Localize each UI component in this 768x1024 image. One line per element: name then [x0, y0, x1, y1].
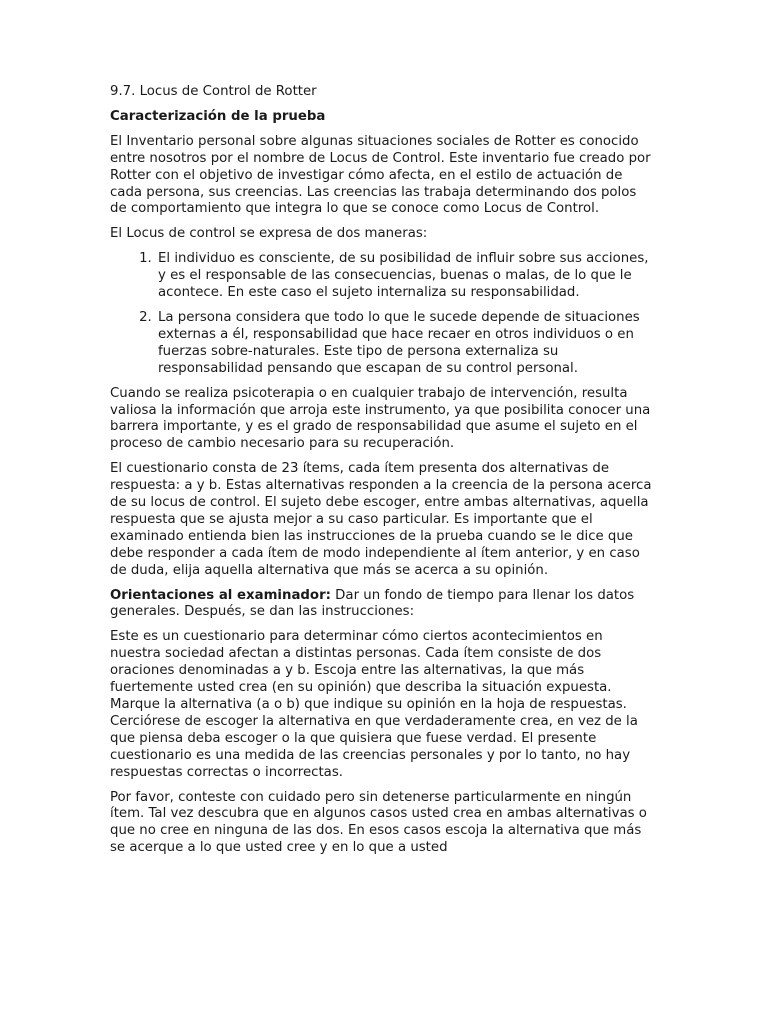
section-heading: Caracterización de la prueba	[110, 108, 326, 124]
list-item: 2. La persona considera que todo lo que le sucede depende de situaciones externas a él, responsabilidad que hace recaer en otros individuos o en fuerzas sobre-naturales. Este tipo de persona externaliza su responsabilidad pensando que escapan de su control personal.	[156, 310, 655, 378]
paragraph-2: El Locus de control se expresa de dos maneras:	[110, 226, 428, 242]
examiner-guidelines-label: Orientaciones al examinador:	[110, 587, 331, 603]
paragraph-3: Cuando se realiza psicoterapia o en cualquier trabajo de intervención, resulta valiosa la información que arroja este instrumento, ya que posibilita conocer una barrera importante, y es el grado de responsabilidad que asume el sujeto en el proceso de cambio necesario para su recuperación.	[110, 385, 651, 452]
list-item: 1. El individuo es consciente, de su posibilidad de influir sobre sus acciones, y es el responsable de las consecuencias, buenas o malas, de lo que le acontece. En este caso el sujeto internaliza su responsabilidad.	[156, 251, 655, 302]
section-number-title: 9.7. Locus de Control de Rotter	[110, 84, 317, 99]
numbered-list	[110, 251, 655, 377]
document-page	[110, 84, 655, 865]
paragraph-6: Este es un cuestionario para determinar cómo ciertos acontecimientos en nuestra sociedad afectan a distintas personas. Cada ítem consiste de dos oraciones denominadas a y b. Escoja entre las alternativas, la que más fuertemente usted crea (en su opinión) que describa la situación expuesta. Marque la alternativa (a o b) que indique su opinión en la hoja de respuestas. Cerciórese de escoger la alternativa en que verdaderamente crea, en vez de la que piensa deba escoger o la que quisiera que fuese verdad. El presente cuestionario es una medida de las creencias personales y por lo tanto, no hay respuestas correctas o incorrectas.	[110, 629, 638, 780]
paragraph-1: El Inventario personal sobre algunas situaciones sociales de Rotter es conocido entre nosotros por el nombre de Locus de Control. Este inventario fue creado por Rotter con el objetivo de investigar cómo afecta, en el estilo de actuación de cada persona, sus creencias. Las creencias las trabaja determinando dos polos de comportamiento que integra lo que se conoce como Locus de Control.	[110, 133, 651, 217]
paragraph-4: El cuestionario consta de 23 ítems, cada ítem presenta dos alternativas de respuesta: a y b. Estas alternativas responden a la creencia de la persona acerca de su locus de control. El sujeto debe escoger, entre ambas alternativas, aquella respuesta que se ajusta mejor a su caso particular. Es importante que el examinado entienda bien las instrucciones de la prueba cuando se le dice que debe responder a cada ítem de modo independiente al ítem anterior, y en caso de duda, elija aquella alternativa que más se acerca a su opinión.	[110, 461, 652, 578]
paragraph-7: Por favor, conteste con cuidado pero sin detenerse particularmente en ningún ítem. Tal vez descubra que en algunos casos usted crea en ambas alternativas o que no cree en ninguna de las dos. En esos casos escoja la alternativa que más se acerque a lo que usted cree y en lo que a usted	[110, 789, 647, 856]
paragraph-5	[110, 588, 655, 622]
examiner-guidelines-text: Dar un fondo de tiempo para llenar los datos generales. Después, se dan las instrucciones:	[110, 587, 635, 620]
